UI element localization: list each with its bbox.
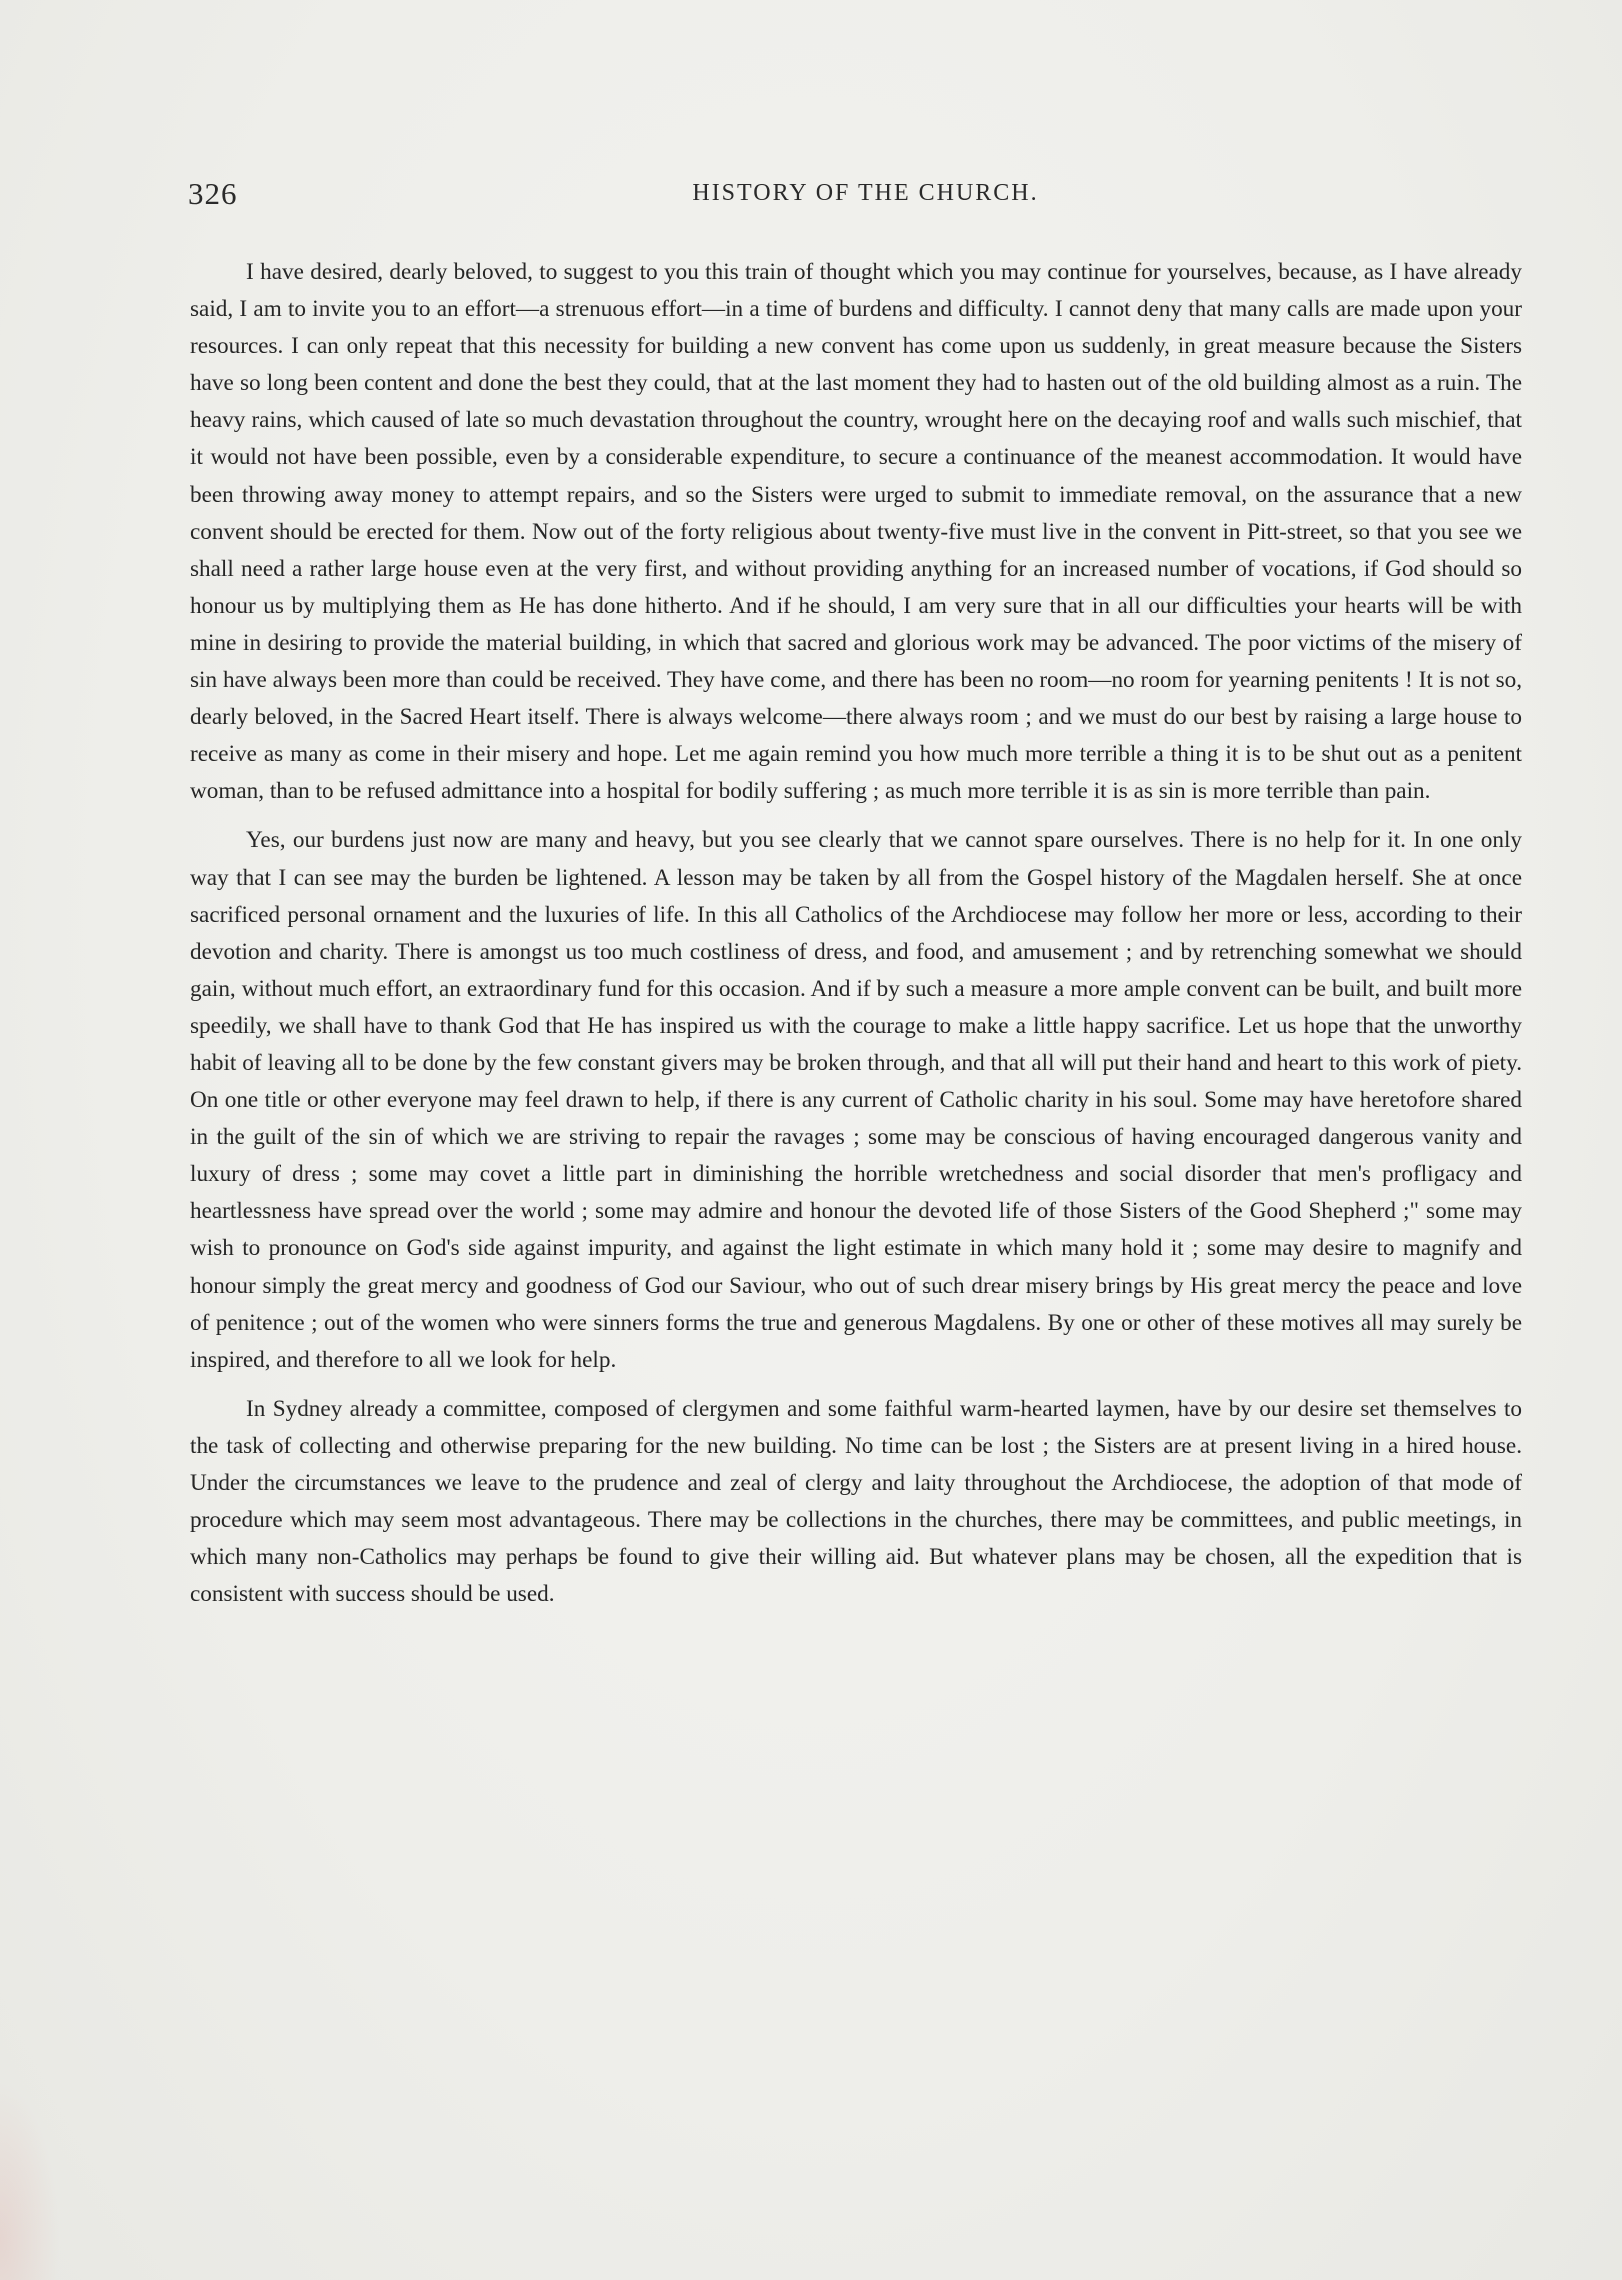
page-stain [0,2080,60,2280]
page-header [188,176,1523,216]
running-head: HISTORY OF THE CHURCH. [692,180,1039,206]
paragraph: In Sydney already a committee, composed of clergymen and some faithful warm-hearted laymen, have by our desire set themselves to the task of collecting and otherwise preparing for the new building. No time can be lost ; the Sisters are at present living in a hired house. Under the circumstances we leave to the prudence and zeal of clergy and laity throughout the Archdiocese, the adoption of that mode of procedure which may seem most advantageous. There may be collections in the churches, there may be committees, and public meetings, in which many non-Catholics may perhaps be found to give their willing aid. But whatever plans may be chosen, all the expedition that is consistent with success should be used. [190,1395,1522,1608]
page-number: 326 [188,176,238,211]
paragraph: Yes, our burdens just now are many and heavy, but you see clearly that we cannot spare ourselves. There is no help for it. In one only way that I can see may the burden be lightened. A lesson may be taken by all from the Gospel history of the Magdalen herself. She at once sacrificed personal ornament and the luxuries of life. In this all Catholics of the Archdiocese may follow her more or less, according to their devotion and charity. There is amongst us too much costliness of dress, and food, and amusement ; and by retrenching somewhat we should gain, without much effort, an extraordinary fund for this occasion. And if by such a measure a more ample convent can be built, and built more speedily, we shall have to thank God that He has inspired us with the courage to make a little happy sacrifice. Let us hope that the unworthy habit of leaving all to be done by the few constant givers may be broken through, and that all will put their hand and heart to this work of piety. On one title or other everyone may feel drawn to help, if there is any current of Catholic charity in his soul. Some may have heretofore shared in the guilt of the sin of which we are striving to repair the ravages ; some may be conscious of having encouraged dangerous vanity and luxury of dress ; some may covet a little part in diminishing the horrible wretchedness and social disorder that men's profligacy and heartlessness have spread over the world ; some may admire and honour the devoted life of those Sisters of the Good Shepherd ;" some may wish to pronounce on God's side against impurity, and against the light estimate in which many hold it ; some may desire to magnify and honour simply the great mercy and goodness of God our Saviour, who out of such drear misery brings by His great mercy the peace and love of penitence ; out of the women who were sinners forms the true and generous Magdalens. By one or other of these motives all may surely be inspired, and therefore to all we look for help. [190,827,1522,1373]
paragraph: I have desired, dearly beloved, to suggest to you this train of thought which you may continue for yourselves, because, as I have already said, I am to invite you to an effort—a strenuous effort—in a time of burdens and difficulty. I cannot deny that many calls are made upon your resources. I can only repeat that this necessity for building a new convent has come upon us suddenly, in great measure because the Sisters have so long been content and done the best they could, that at the last moment they had to hasten out of the old building almost as a ruin. The heavy rains, which caused of late so much devastation throughout the country, wrought here on the decaying roof and walls such mischief, that it would not have been possible, even by a considerable expenditure, to secure a continuance of the meanest accommodation. It would have been throwing away money to attempt repairs, and so the Sisters were urged to submit to immediate removal, on the assurance that a new convent should be erected for them. Now out of the forty religious about twenty-five must live in the convent in Pitt-street, so that you see we shall need a rather large house even at the very first, and without providing anything for an increased number of vocations, if God should so honour us by multiplying them as He has done hitherto. And if he should, I am very sure that in all our difficulties your hearts will be with mine in desiring to provide the material building, in which that sacred and glorious work may be advanced. The poor victims of the misery of sin have always been more than could be received. They have come, and there has been no room—no room for yearning penitents ! It is not so, dearly beloved, in the Sacred Heart itself. There is always welcome—there always room ; and we must do our best by raising a large house to receive as many as come in their misery and hope. Let me again remind you how much more terrible a thing it is to be shut out as a penitent woman, than to be refused admittance into a hospital for bodily suffering ; as much more terrible it is as sin is more terrible than pain. [190,259,1522,805]
body-text [190,254,1522,1625]
